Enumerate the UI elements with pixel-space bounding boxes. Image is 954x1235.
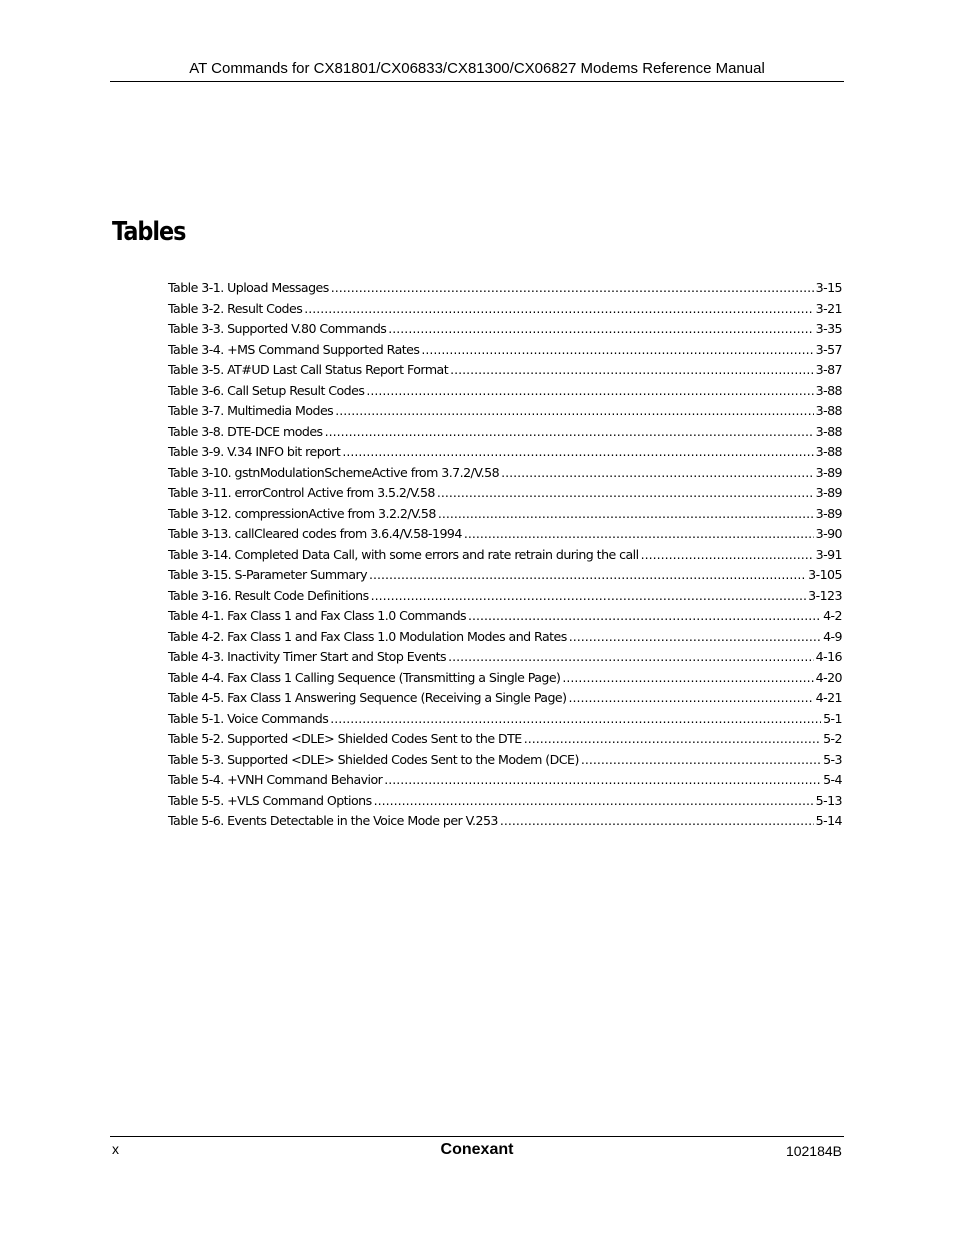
- toc-entry-title: Table 4-2. Fax Class 1 and Fax Class 1.0 Modulation Modes and Rates: [168, 628, 567, 644]
- toc-entry[interactable]: [168, 299, 842, 320]
- toc-entry-page: 4-2: [823, 608, 842, 623]
- toc-dot-leader: [331, 278, 814, 299]
- toc-entry-page: 3-57: [815, 341, 842, 357]
- toc-entry-title: Table 4-1. Fax Class 1 and Fax Class 1.0 Commands: [168, 608, 467, 623]
- toc-dot-leader: [384, 770, 821, 791]
- toc-entry-page: 5-13: [815, 792, 842, 808]
- toc-entry-page: 3-88: [815, 444, 842, 459]
- toc-entry[interactable]: [168, 278, 842, 299]
- toc-entry-page: 4-9: [823, 628, 842, 644]
- section-title: Tables: [112, 217, 186, 247]
- toc-entry[interactable]: [168, 647, 842, 668]
- toc-dot-leader: [562, 668, 813, 689]
- toc-entry-title: Table 3-1. Upload Messages: [168, 280, 329, 295]
- toc-entry-page: 5-1: [823, 710, 842, 726]
- toc-entry[interactable]: [168, 729, 842, 750]
- toc-dot-leader: [335, 401, 813, 422]
- toc-entry-page: 3-21: [815, 300, 842, 316]
- toc-entry-page: 3-90: [815, 526, 842, 541]
- toc-dot-leader: [369, 565, 806, 586]
- toc-entry[interactable]: [168, 483, 842, 504]
- toc-entry[interactable]: [168, 360, 842, 381]
- table-list: [168, 278, 842, 832]
- toc-dot-leader: [641, 545, 814, 566]
- toc-dot-leader: [500, 811, 814, 832]
- toc-entry-title: Table 3-11. errorControl Active from 3.5.2/V.58: [168, 485, 435, 500]
- toc-entry-page: 3-89: [815, 485, 842, 500]
- toc-dot-leader: [342, 442, 813, 463]
- toc-entry[interactable]: [168, 463, 842, 484]
- toc-dot-leader: [330, 709, 821, 730]
- toc-entry[interactable]: [168, 442, 842, 463]
- toc-entry-page: 5-3: [823, 751, 842, 767]
- toc-dot-leader: [468, 606, 821, 627]
- toc-entry[interactable]: [168, 565, 842, 586]
- toc-entry-page: 3-91: [815, 546, 842, 562]
- toc-dot-leader: [569, 627, 821, 648]
- toc-entry-title: Table 4-3. Inactivity Timer Start and Stop Events: [168, 649, 447, 664]
- toc-entry-title: Table 3-16. Result Code Definitions: [168, 587, 369, 603]
- toc-dot-leader: [448, 647, 814, 668]
- toc-dot-leader: [371, 586, 807, 607]
- toc-dot-leader: [304, 299, 813, 320]
- toc-entry-page: 3-88: [815, 382, 842, 398]
- toc-entry-title: Table 3-5. AT#UD Last Call Status Report Format: [168, 362, 449, 377]
- toc-dot-leader: [450, 360, 814, 381]
- toc-entry[interactable]: [168, 791, 842, 812]
- toc-entry-page: 3-15: [815, 280, 842, 295]
- toc-entry-title: Table 3-13. callCleared codes from 3.6.4/V.58-1994: [168, 526, 462, 541]
- footer-doc-number: 102184B: [785, 1143, 842, 1159]
- header-title: AT Commands for CX81801/CX06833/CX81300/CX06827 Modems Reference Manual: [189, 60, 765, 77]
- toc-entry-title: Table 3-6. Call Setup Result Codes: [168, 382, 365, 398]
- page-header: [110, 60, 844, 82]
- toc-entry-title: Table 5-5. +VLS Command Options: [168, 792, 372, 808]
- toc-entry-title: Table 3-8. DTE-DCE modes: [168, 423, 323, 439]
- toc-entry-page: 3-89: [815, 464, 842, 480]
- toc-entry[interactable]: [168, 401, 842, 422]
- toc-dot-leader: [464, 524, 814, 545]
- toc-entry-page: 3-105: [808, 567, 842, 582]
- toc-entry-page: 3-89: [815, 505, 842, 521]
- toc-entry-title: Table 3-10. gstnModulationSchemeActive from 3.7.2/V.58: [168, 464, 500, 480]
- toc-entry-page: 3-88: [815, 403, 842, 418]
- toc-entry-title: Table 3-3. Supported V.80 Commands: [168, 321, 387, 336]
- toc-entry-title: Table 5-2. Supported <DLE> Shielded Codes Sent to the DTE: [168, 731, 522, 746]
- toc-entry-page: 4-20: [815, 669, 842, 685]
- toc-entry-page: 3-35: [815, 321, 842, 336]
- toc-entry[interactable]: [168, 770, 842, 791]
- toc-dot-leader: [568, 688, 813, 709]
- toc-entry[interactable]: [168, 422, 842, 443]
- toc-entry[interactable]: [168, 688, 842, 709]
- page-footer: [110, 1136, 844, 1167]
- toc-entry-page: 5-14: [815, 813, 842, 828]
- toc-dot-leader: [437, 483, 814, 504]
- toc-entry-title: Table 3-9. V.34 INFO bit report: [168, 444, 341, 459]
- toc-entry-title: Table 5-3. Supported <DLE> Shielded Codes Sent to the Modem (DCE): [168, 751, 579, 767]
- toc-entry-title: Table 4-5. Fax Class 1 Answering Sequence (Receiving a Single Page): [168, 690, 567, 705]
- toc-entry[interactable]: [168, 606, 842, 627]
- toc-entry[interactable]: [168, 381, 842, 402]
- toc-entry[interactable]: [168, 668, 842, 689]
- toc-entry-title: Table 5-6. Events Detectable in the Voice Mode per V.253: [168, 813, 498, 828]
- toc-entry-title: Table 4-4. Fax Class 1 Calling Sequence (Transmitting a Single Page): [168, 669, 561, 685]
- toc-entry-title: Table 3-2. Result Codes: [168, 300, 303, 316]
- footer-page-number: x: [112, 1141, 119, 1157]
- toc-entry-page: 4-21: [815, 690, 842, 705]
- toc-dot-leader: [325, 422, 814, 443]
- toc-entry[interactable]: [168, 319, 842, 340]
- toc-entry-title: Table 5-1. Voice Commands: [168, 710, 329, 726]
- toc-entry[interactable]: [168, 627, 842, 648]
- toc-entry-title: Table 3-7. Multimedia Modes: [168, 403, 334, 418]
- toc-dot-leader: [501, 463, 814, 484]
- toc-entry-page: 5-2: [823, 731, 842, 746]
- toc-entry[interactable]: [168, 750, 842, 771]
- toc-entry-page: 5-4: [823, 772, 842, 787]
- toc-entry[interactable]: [168, 340, 842, 361]
- toc-entry[interactable]: [168, 504, 842, 525]
- toc-entry-title: Table 3-12. compressionActive from 3.2.2/V.58: [168, 505, 436, 521]
- toc-entry-page: 4-16: [815, 649, 842, 664]
- footer-company: Conexant: [440, 1141, 514, 1158]
- toc-entry[interactable]: [168, 524, 842, 545]
- toc-entry[interactable]: [168, 709, 842, 730]
- toc-dot-leader: [374, 791, 814, 812]
- toc-entry-title: Table 5-4. +VNH Command Behavior: [168, 772, 383, 787]
- toc-entry-title: Table 3-14. Completed Data Call, with some errors and rate retrain during the call: [168, 546, 639, 562]
- toc-entry-title: Table 3-15. S-Parameter Summary: [168, 567, 368, 582]
- toc-dot-leader: [524, 729, 821, 750]
- toc-entry-page: 3-88: [815, 423, 842, 439]
- toc-entry[interactable]: [168, 811, 842, 832]
- toc-entry[interactable]: [168, 545, 842, 566]
- toc-dot-leader: [421, 340, 813, 361]
- toc-dot-leader: [581, 750, 821, 771]
- toc-entry-title: Table 3-4. +MS Command Supported Rates: [168, 341, 420, 357]
- toc-entry-page: 3-123: [808, 587, 842, 603]
- toc-dot-leader: [388, 319, 813, 340]
- toc-entry[interactable]: [168, 586, 842, 607]
- toc-dot-leader: [366, 381, 813, 402]
- toc-dot-leader: [438, 504, 814, 525]
- toc-entry-page: 3-87: [815, 362, 842, 377]
